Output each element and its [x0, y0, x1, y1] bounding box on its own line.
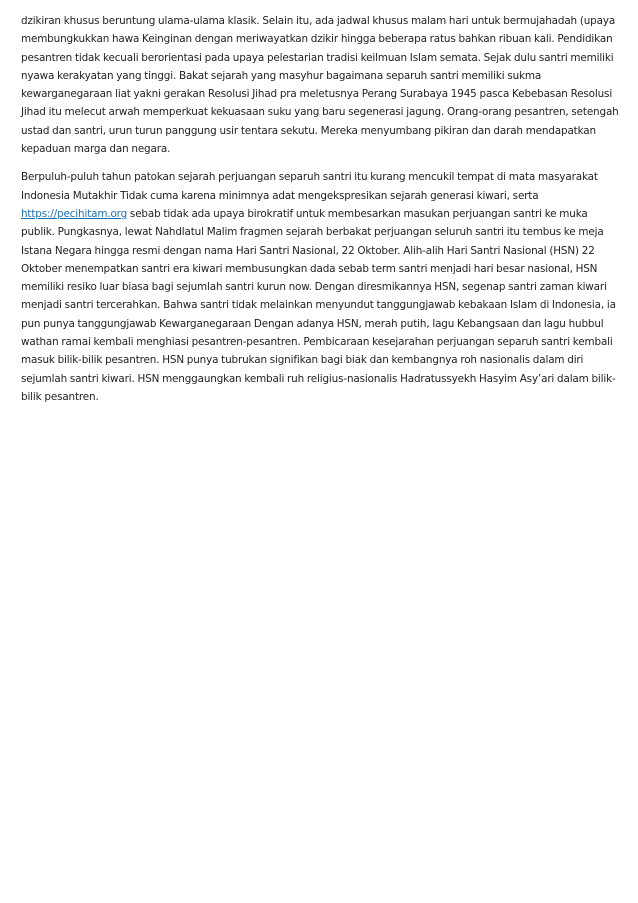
paragraph-2-text-before-link: Berpuluh-puluh tahun patokan sejarah perjuangan separuh santri itu kurang mencukil tempat di mata masyarakat Indonesia Mutakhir Tidak cuma karena minimnya adat mengekspresikan sejarah generasi kiwari, serta: [21, 171, 598, 202]
paragraph-2: [21, 168, 619, 406]
paragraph-1: dzikiran khusus beruntung ulama-ulama klasik. Selain itu, ada jadwal khusus malam hari untuk bermujahadah (upaya membungkukkan hawa Keinginan dengan meriwayatkan dzikir hingga beberapa ratus bahkan ribuan kali. Pendidikan pesantren tidak kecuali berorientasi pada upaya pelestarian tradisi keilmuan Islam semata. Sejak dulu santri memiliki nyawa kerakyatan yang tinggi. Bakat sejarah yang masyhur bagaimana separuh santri memiliki sukma kewarganegaraan liat yakni gerakan Resolusi Jihad pra meletusnya Perang Surabaya 1945 pasca Kebebasan Resolusi Jihad itu melecut arwah memperkuat kekuasaan suku yang baru segenerasi jagung. Orang-orang pesantren, setengah ustad dan santri, urun turun panggung usir tentara sekutu. Mereka menyumbang pikiran dan darah mendapatkan kepaduan marga dan negara.: [21, 15, 619, 156]
document-page: [21, 12, 619, 406]
pecihitam-link[interactable]: https://pecihitam.org: [21, 207, 128, 220]
paragraph-2-text-after-link: sebab tidak ada upaya birokratif untuk membesarkan masukan perjuangan santri ke muka publik. Pungkasnya, lewat Nahdlatul Malim fragmen sejarah berbakat perjuangan seluruh santri itu tembus ke meja Istana Negara hingga resmi dengan nama Hari Santri Nasional, 22 Oktober. Alih-alih Hari Santri Nasional (HSN) 22 Oktober menempatkan santri era kiwari membusungkan dada sebab term santri menjadi hari besar nasional, HSN memiliki resiko luar biasa bagi sejumlah santri kurun now. Dengan diresmikannya HSN, segenap santri zaman kiwari menjadi santri tercerahkan. Bahwa santri tidak melainkan menyundut tanggungjawab kebakaan Islam di Indonesia, ia pun punya tanggungjawab Kewarganegaraan Dengan adanya HSN, merah putih, lagu Kebangsaan dan lagu hubbul wathan ramai kembali menghiasi pesantren-pesantren. Pembicaraan kesejarahan perjuangan separuh santri kembali masuk bilik-bilik pesantren. HSN punya tubrukan signifikan bagi biak dan kembangnya roh nasionalis dalam diri sejumlah santri kiwari. HSN menggaungkan kembali ruh religius-nasionalis Hadratussyekh Hasyim Asy’ari dalam bilik-bilik pesantren.: [21, 207, 616, 403]
